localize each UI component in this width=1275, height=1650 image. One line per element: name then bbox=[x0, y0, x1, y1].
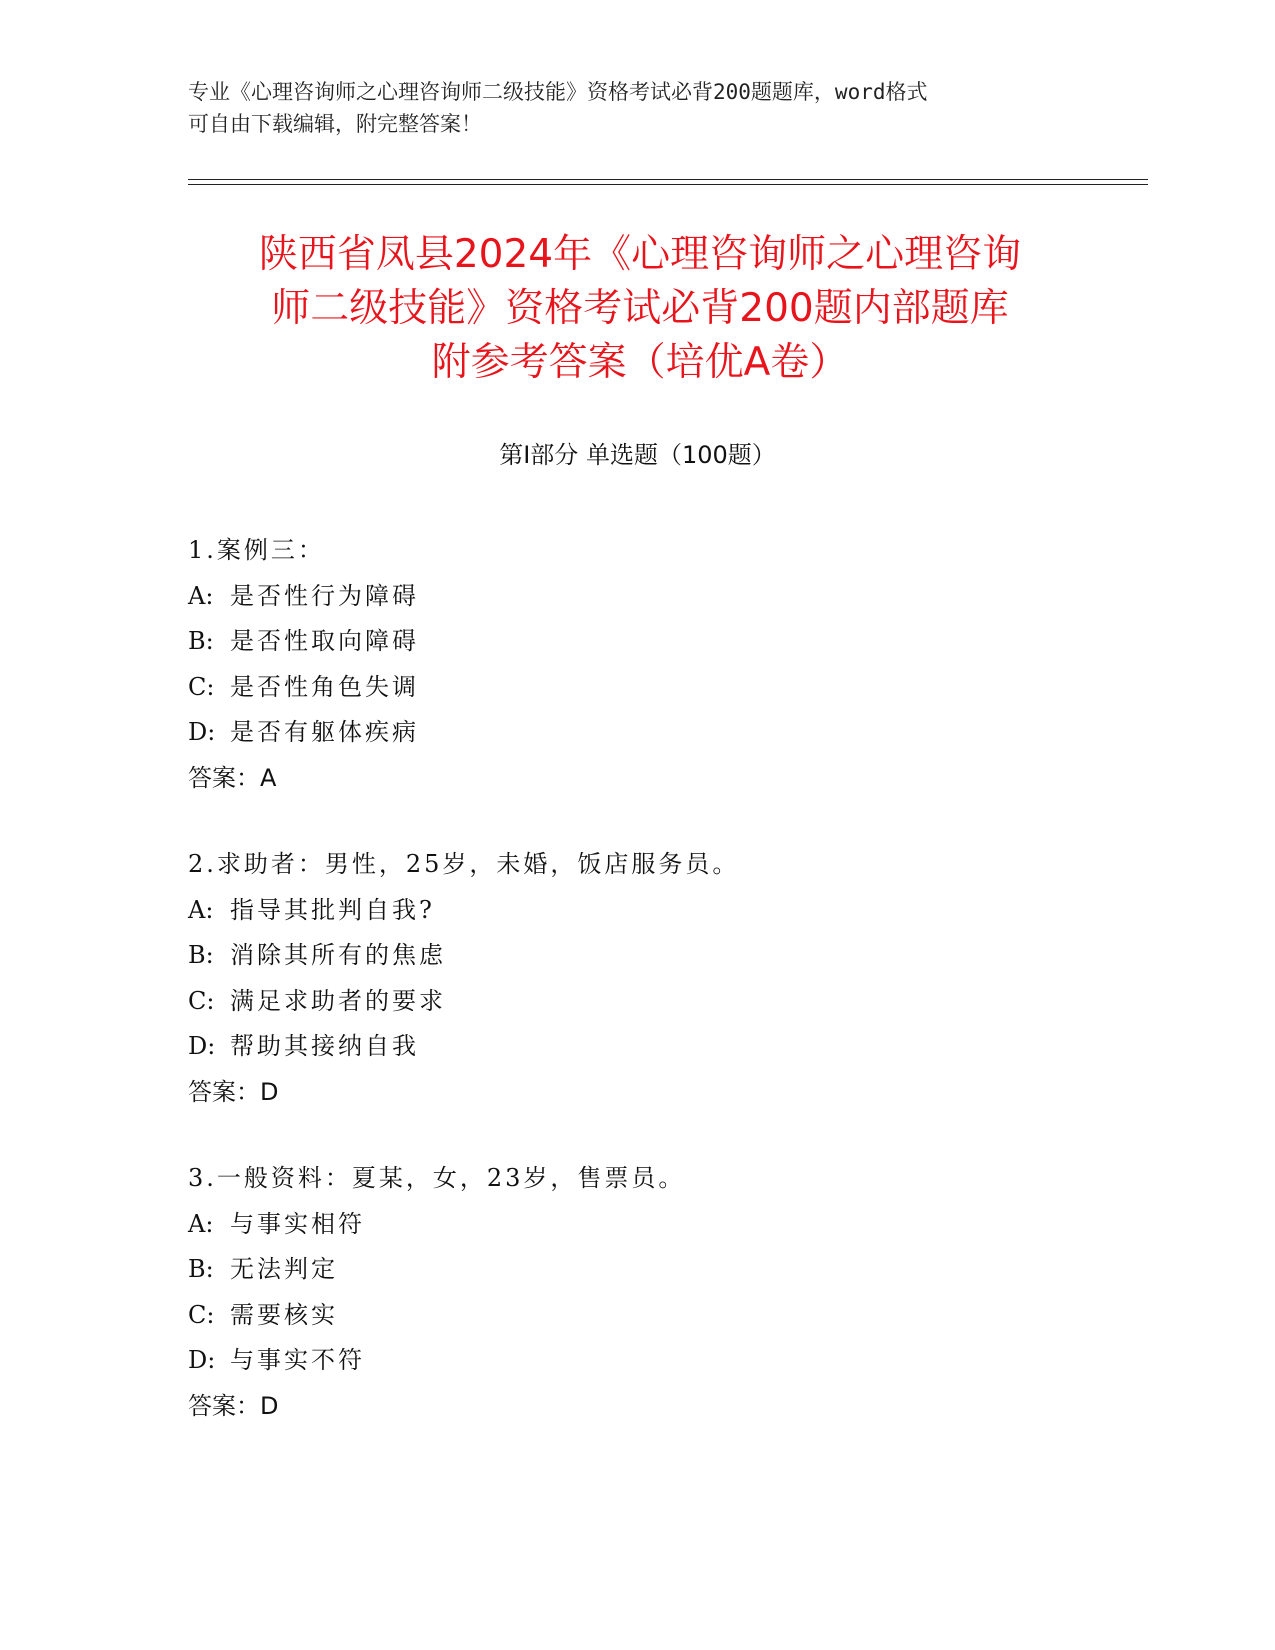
option-d bbox=[188, 1338, 1088, 1384]
option-label: B: bbox=[188, 627, 214, 655]
question-2 bbox=[188, 842, 1088, 1115]
option-label: C: bbox=[188, 672, 215, 701]
document-title-line-1: 陕西省凤县2024年《心理咨询师之心理咨询 bbox=[258, 232, 1022, 277]
option-text: 满足求助者的要求 bbox=[230, 986, 446, 1015]
question-stem: 1.案例三： bbox=[188, 536, 325, 564]
option-label: A: bbox=[188, 895, 214, 924]
option-b bbox=[188, 933, 1088, 979]
header-divider-bottom bbox=[188, 184, 1148, 185]
answer: 答案：A bbox=[188, 763, 277, 792]
option-label: A: bbox=[188, 581, 214, 610]
question-list bbox=[188, 528, 1088, 1470]
option-a bbox=[188, 888, 1088, 934]
question-stem: 2.求助者：男性，25岁，未婚，饭店服务员。 bbox=[188, 850, 740, 878]
option-text: 是否性角色失调 bbox=[230, 672, 419, 701]
option-c bbox=[188, 1293, 1088, 1339]
option-text: 指导其批判自我? bbox=[230, 895, 435, 924]
option-label: B: bbox=[188, 1255, 214, 1283]
header-note-line-2: 可自由下载编辑，附完整答案！ bbox=[188, 112, 482, 136]
option-d bbox=[188, 710, 1088, 756]
option-a bbox=[188, 574, 1088, 620]
option-c bbox=[188, 665, 1088, 711]
option-c bbox=[188, 979, 1088, 1025]
question-stem: 3.一般资料：夏某，女，23岁，售票员。 bbox=[188, 1164, 686, 1192]
section-title: 第I部分 单选题（100题） bbox=[499, 441, 776, 469]
option-text: 消除其所有的焦虑 bbox=[230, 941, 446, 969]
option-label: D: bbox=[188, 1346, 216, 1374]
option-text: 是否有躯体疾病 bbox=[230, 718, 419, 746]
option-label: A: bbox=[188, 1209, 214, 1238]
header-divider-top bbox=[188, 179, 1148, 180]
question-3 bbox=[188, 1156, 1088, 1429]
option-label: C: bbox=[188, 986, 215, 1015]
header-note-line-1: 专业《心理咨询师之心理咨询师二级技能》资格考试必背200题题库，word格式 bbox=[188, 80, 928, 104]
option-label: D: bbox=[188, 718, 216, 746]
option-text: 帮助其接纳自我 bbox=[230, 1032, 419, 1060]
answer: 答案：D bbox=[188, 1391, 279, 1420]
option-text: 无法判定 bbox=[230, 1255, 338, 1283]
option-text: 与事实不符 bbox=[230, 1346, 365, 1374]
option-a bbox=[188, 1202, 1088, 1248]
document-title-line-3: 附参考答案（培优A卷） bbox=[431, 340, 849, 385]
question-1 bbox=[188, 528, 1088, 801]
option-text: 是否性行为障碍 bbox=[230, 581, 419, 610]
document-title-line-2: 师二级技能》资格考试必背200题内部题库 bbox=[271, 286, 1009, 331]
option-text: 需要核实 bbox=[230, 1300, 338, 1329]
document-title bbox=[170, 228, 1110, 390]
option-label: B: bbox=[188, 941, 214, 969]
option-label: C: bbox=[188, 1300, 215, 1329]
option-label: D: bbox=[188, 1032, 216, 1060]
option-b bbox=[188, 1247, 1088, 1293]
option-d bbox=[188, 1024, 1088, 1070]
option-b bbox=[188, 619, 1088, 665]
option-text: 与事实相符 bbox=[230, 1209, 365, 1238]
option-text: 是否性取向障碍 bbox=[230, 627, 419, 655]
answer: 答案：D bbox=[188, 1077, 279, 1106]
header-note bbox=[188, 76, 1088, 140]
